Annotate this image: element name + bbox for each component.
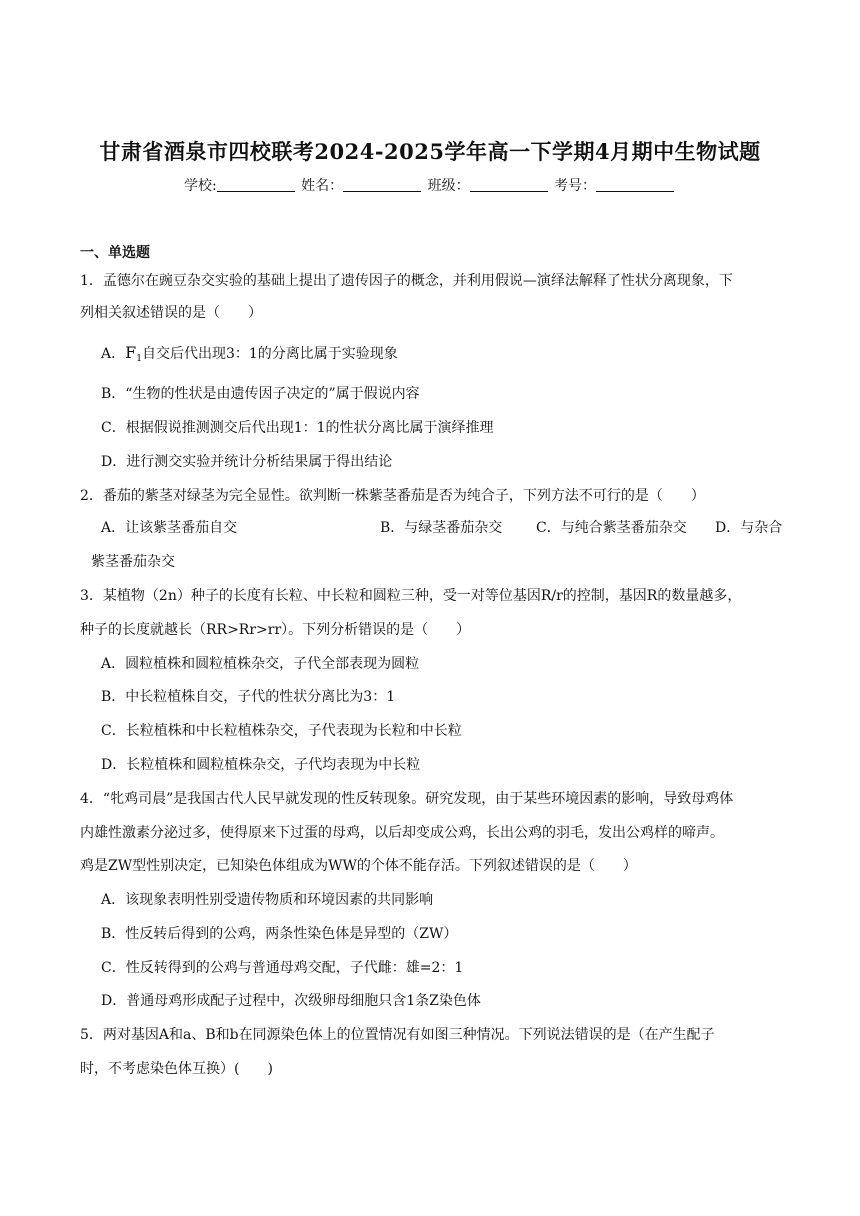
f1-symbol: F [125, 343, 137, 362]
school-blank[interactable] [217, 177, 295, 192]
exam-title: 甘肃省酒泉市四校联考2024-2025学年高一下学期4月期中生物试题 [99, 139, 761, 164]
question-3-stem: 3．某植物（2n）种子的长度有长粒、中长粒和圆粒三种，受一对等位基因R/r的控制，基因R的数量越多， [80, 588, 742, 604]
name-label: 姓名： [301, 178, 344, 194]
name-blank[interactable] [343, 177, 421, 192]
question-2-option-d-cont: 紫茎番茄杂交 [91, 554, 175, 570]
class-blank[interactable] [470, 177, 548, 192]
question-1-option-b: B．“生物的性状是由遗传因子决定的”属于假说内容 [101, 386, 420, 402]
question-5-stem: 5．两对基因A和a、B和b在同源染色体上的位置情况有如图三种情况。下列说法错误的是（在产生配子 [80, 1027, 715, 1043]
question-3-option-a: A．圆粒植株和圆粒植株杂交，子代全部表现为圆粒 [101, 656, 420, 672]
question-4-option-a: A．该现象表明性别受遗传物质和环境因素的共同影响 [101, 892, 434, 908]
exam-number-label: 考号： [554, 178, 597, 194]
question-2-option-a: A．让该紫茎番茄自交 [101, 520, 238, 536]
option-a-text: 自交后代出现3：1的分离比属于实验现象 [141, 346, 398, 362]
question-4-option-d: D．普通母鸡形成配子过程中，次级卵母细胞只含1条Z染色体 [101, 993, 481, 1009]
question-3-option-c: C．长粒植株和中长粒植株杂交，子代表现为长粒和中长粒 [101, 723, 462, 739]
question-4-stem-cont-2: 鸡是ZW型性别决定，已知染色体组成为WW的个体不能存活。下列叙述错误的是（ ） [80, 858, 637, 874]
school-label: 学校: [183, 178, 217, 194]
question-4-option-c: C．性反转得到的公鸡与普通母鸡交配，子代雌：雄=2：1 [101, 960, 464, 976]
question-3-stem-cont: 种子的长度就越长（RR>Rr>rr）。下列分析错误的是（ ） [80, 622, 471, 638]
section-heading: 一、单选题 [80, 245, 150, 261]
question-1-stem: 1．孟德尔在豌豆杂交实验的基础上提出了遗传因子的概念，并利用假说—演绎法解释了性状分离现象，下 [80, 273, 733, 289]
question-1-option-c: C．根据假说推测测交后代出现1：1的性状分离比属于演绎推理 [101, 420, 494, 436]
class-label: 班级： [427, 178, 470, 194]
question-4-stem: 4．“牝鸡司晨”是我国古代人民早就发现的性反转现象。研究发现，由于某些环境因素的影响，导致母鸡体 [80, 791, 734, 807]
question-1-stem-cont: 列相关叙述错误的是（ ） [80, 305, 262, 321]
question-2-option-b: B．与绿茎番茄杂交 [380, 520, 503, 536]
question-3-option-b: B．中长粒植株自交，子代的性状分离比为3：1 [101, 689, 396, 705]
f1-subscript: 1 [136, 354, 142, 364]
student-info-line [0, 175, 860, 195]
question-4-option-b: B．性反转后得到的公鸡，两条性染色体是异型的（ZW） [101, 926, 458, 942]
question-2-option-c: C．与纯合紫茎番茄杂交 [536, 520, 687, 536]
question-3-option-d: D．长粒植株和圆粒植株杂交，子代均表现为中长粒 [101, 757, 421, 773]
question-4-stem-cont-1: 内雄性激素分泌过多，使得原来下过蛋的母鸡，以后却变成公鸡，长出公鸡的羽毛，发出公鸡样的啼声。 [80, 825, 724, 841]
question-1-option-a [101, 343, 398, 364]
question-5-stem-cont: 时，不考虑染色体互换）( ) [80, 1061, 273, 1077]
question-1-option-d: D．进行测交实验并统计分析结果属于得出结论 [101, 454, 393, 470]
question-2-stem: 2．番茄的紫茎对绿茎为完全显性。欲判断一株紫茎番茄是否为纯合子，下列方法不可行的是（ ） [80, 488, 705, 504]
exam-number-blank[interactable] [596, 177, 674, 192]
option-a-prefix: A． [101, 346, 126, 362]
question-2-option-d: D．与杂合 [715, 520, 783, 536]
